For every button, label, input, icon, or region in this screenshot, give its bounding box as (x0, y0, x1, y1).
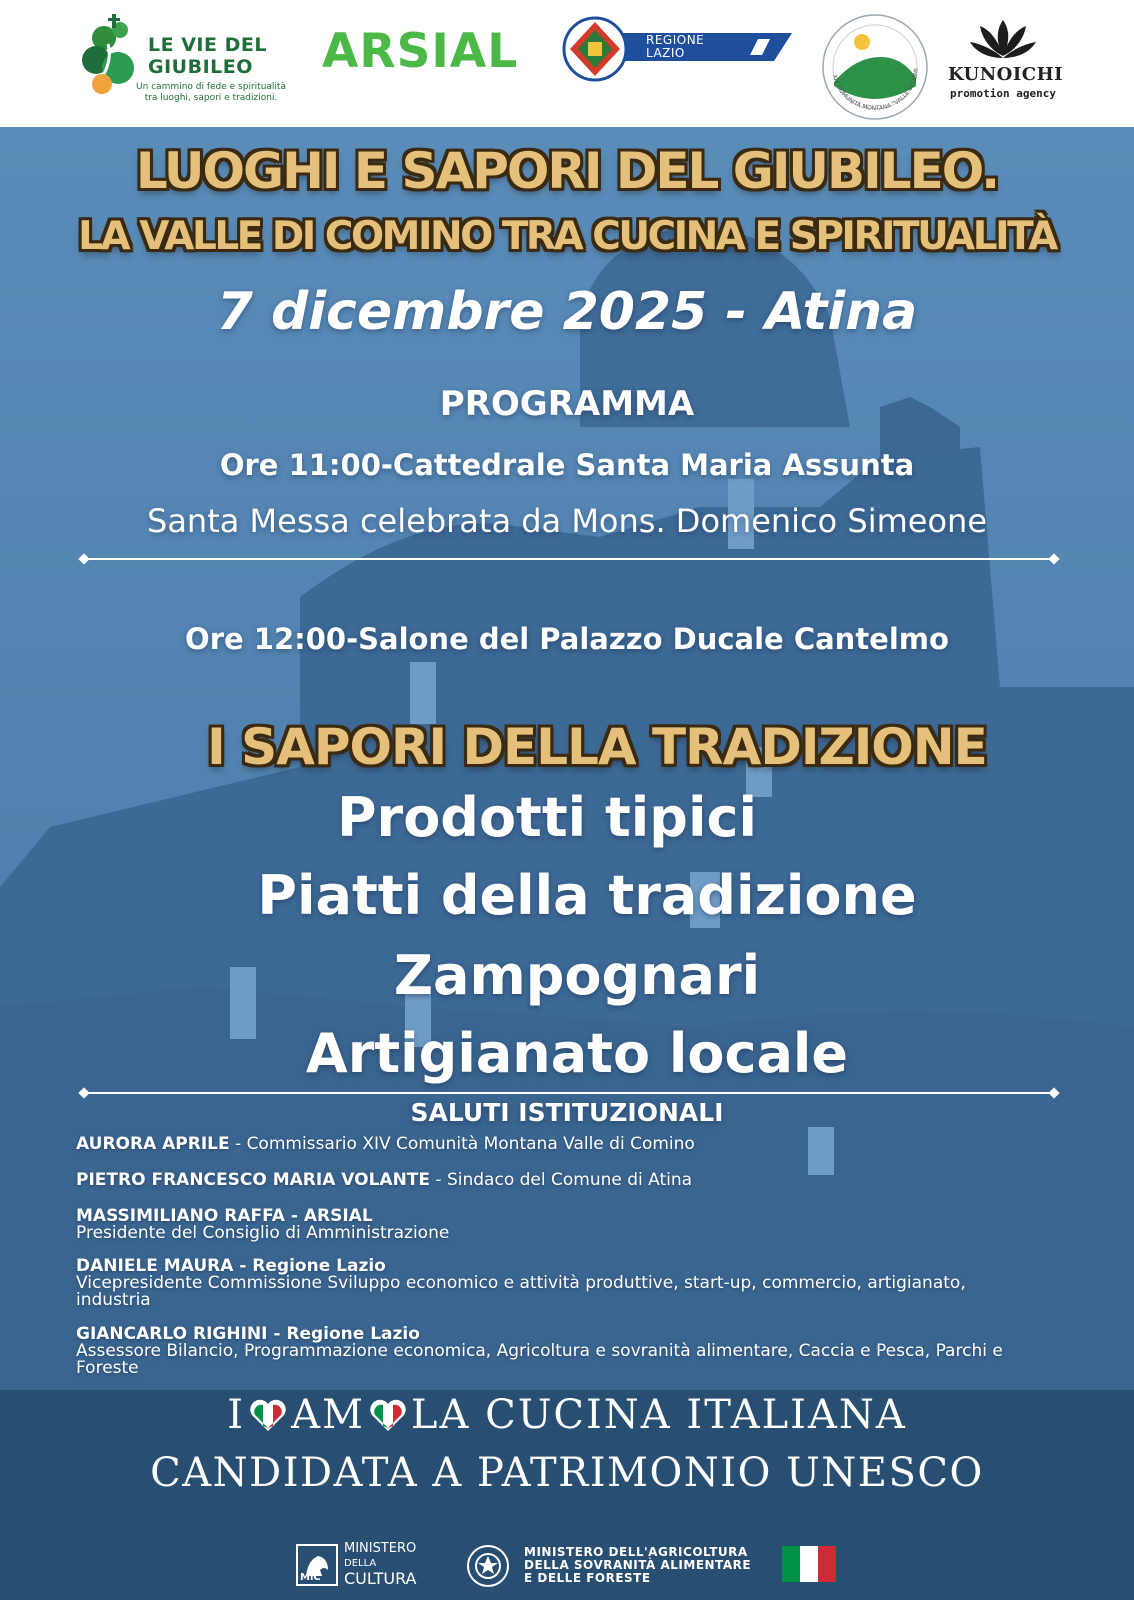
italian-heart-icon (249, 1398, 287, 1432)
slogan-line2: CANDIDATA A PATRIMONIO UNESCO (150, 1450, 984, 1496)
greeting-person (76, 1258, 1076, 1309)
ring-text: XIV COMUNITÀ MONTANA "VALLE DI COMI (830, 68, 920, 113)
slogan-part: LA CUCINA ITALIANA (410, 1392, 907, 1438)
divider (84, 558, 1054, 560)
program-heading: PROGRAMMA (439, 384, 695, 424)
person-role: Vicepresidente Commissione Sviluppo economico e attività produttive, start-up, commercio, artigianato, industria (76, 1273, 966, 1310)
lotus-icon (968, 16, 1038, 66)
greeting-person (76, 1172, 1076, 1189)
divider (84, 1092, 1054, 1094)
person-role: - Commissario XIV Comunità Montana Valle di Comino (229, 1134, 695, 1154)
greeting-person (76, 1326, 1076, 1377)
slogan-line1 (0, 1392, 1134, 1438)
kunoichi-name: KUNOICHI (948, 64, 1064, 85)
person-name: MASSIMILIANO RAFFA - ARSIAL (76, 1206, 373, 1226)
regione-lazio-logo (562, 16, 792, 82)
session2-time-place: Ore 12:00-Salone del Palazzo Ducale Cantelmo (185, 622, 949, 656)
greetings-heading: SALUTI ISTITUZIONALI (410, 1098, 724, 1127)
lazio-crest-icon (562, 16, 628, 82)
person-name: DANIELE MAURA - Regione Lazio (76, 1256, 386, 1276)
person-role: Presidente del Consiglio di Amministrazione (76, 1223, 450, 1243)
person-name: GIANCARLO RIGHINI - Regione Lazio (76, 1324, 420, 1344)
comunita-montana-logo (820, 12, 930, 122)
person-role: Assessore Bilancio, Programmazione economica, Agricoltura e sovranità alimentare, Caccia e Pesca, Parchi e Foreste (76, 1341, 1003, 1378)
person-role: - Sindaco del Comune di Atina (430, 1170, 693, 1190)
highlight-item: Artigianato locale (305, 1022, 849, 1085)
event-date-place: 7 dicembre 2025 - Atina (216, 282, 918, 342)
ministero-agricoltura-logo: MINISTERO DELL'AGRICOLTURA DELLA SOVRANITÀ ALIMENTARE E DELLE FORESTE (466, 1542, 846, 1592)
greeting-person (76, 1208, 1076, 1242)
vie-title: LE VIE DEL GIUBILEO (148, 34, 267, 78)
person-name: PIETRO FRANCESCO MARIA VOLANTE (76, 1170, 431, 1190)
session1-time-place: Ore 11:00-Cattedrale Santa Maria Assunta (219, 448, 915, 482)
event-title-line1: LUOGHI E SAPORI DEL GIUBILEO. (135, 142, 999, 200)
logo-bar (0, 0, 1134, 127)
kunoichi-logo (948, 14, 1064, 114)
highlight-item: Prodotti tipici (336, 786, 757, 849)
highlight-item: Zampognari (393, 944, 761, 1007)
kunoichi-subtitle: promotion agency (950, 87, 1056, 100)
italian-flag-icon (782, 1546, 836, 1582)
event-title-line2: LA VALLE DI COMINO TRA CUCINA E SPIRITUALITÀ (78, 214, 1056, 259)
vie-del-giubileo-logo (80, 14, 310, 114)
highlight-item: Piatti della tradizione (257, 864, 917, 927)
session1-description: Santa Messa celebrata da Mons. Domenico Simeone (147, 502, 987, 540)
lazio-text: REGIONE LAZIO (646, 33, 705, 60)
greeting-person (76, 1136, 1076, 1153)
slogan-part: I (227, 1392, 246, 1438)
slogan-part: AM (291, 1392, 365, 1438)
mic-badge: MiC (296, 1544, 338, 1586)
ministero-cultura-logo: MiC MINISTERO DELLA CULTURA (296, 1540, 446, 1592)
comunita-montana-emblem (820, 12, 930, 122)
session2-heading: I SAPORI DELLA TRADIZIONE (207, 718, 987, 776)
vie-tagline: Un cammino di fede e spiritualità tra luoghi, sapori e tradizioni. (136, 82, 286, 103)
italian-emblem-icon (466, 1544, 510, 1588)
italian-heart-icon (369, 1398, 407, 1432)
person-name: AURORA APRILE (76, 1134, 230, 1154)
arsial-logo: ARSIAL (322, 24, 519, 79)
